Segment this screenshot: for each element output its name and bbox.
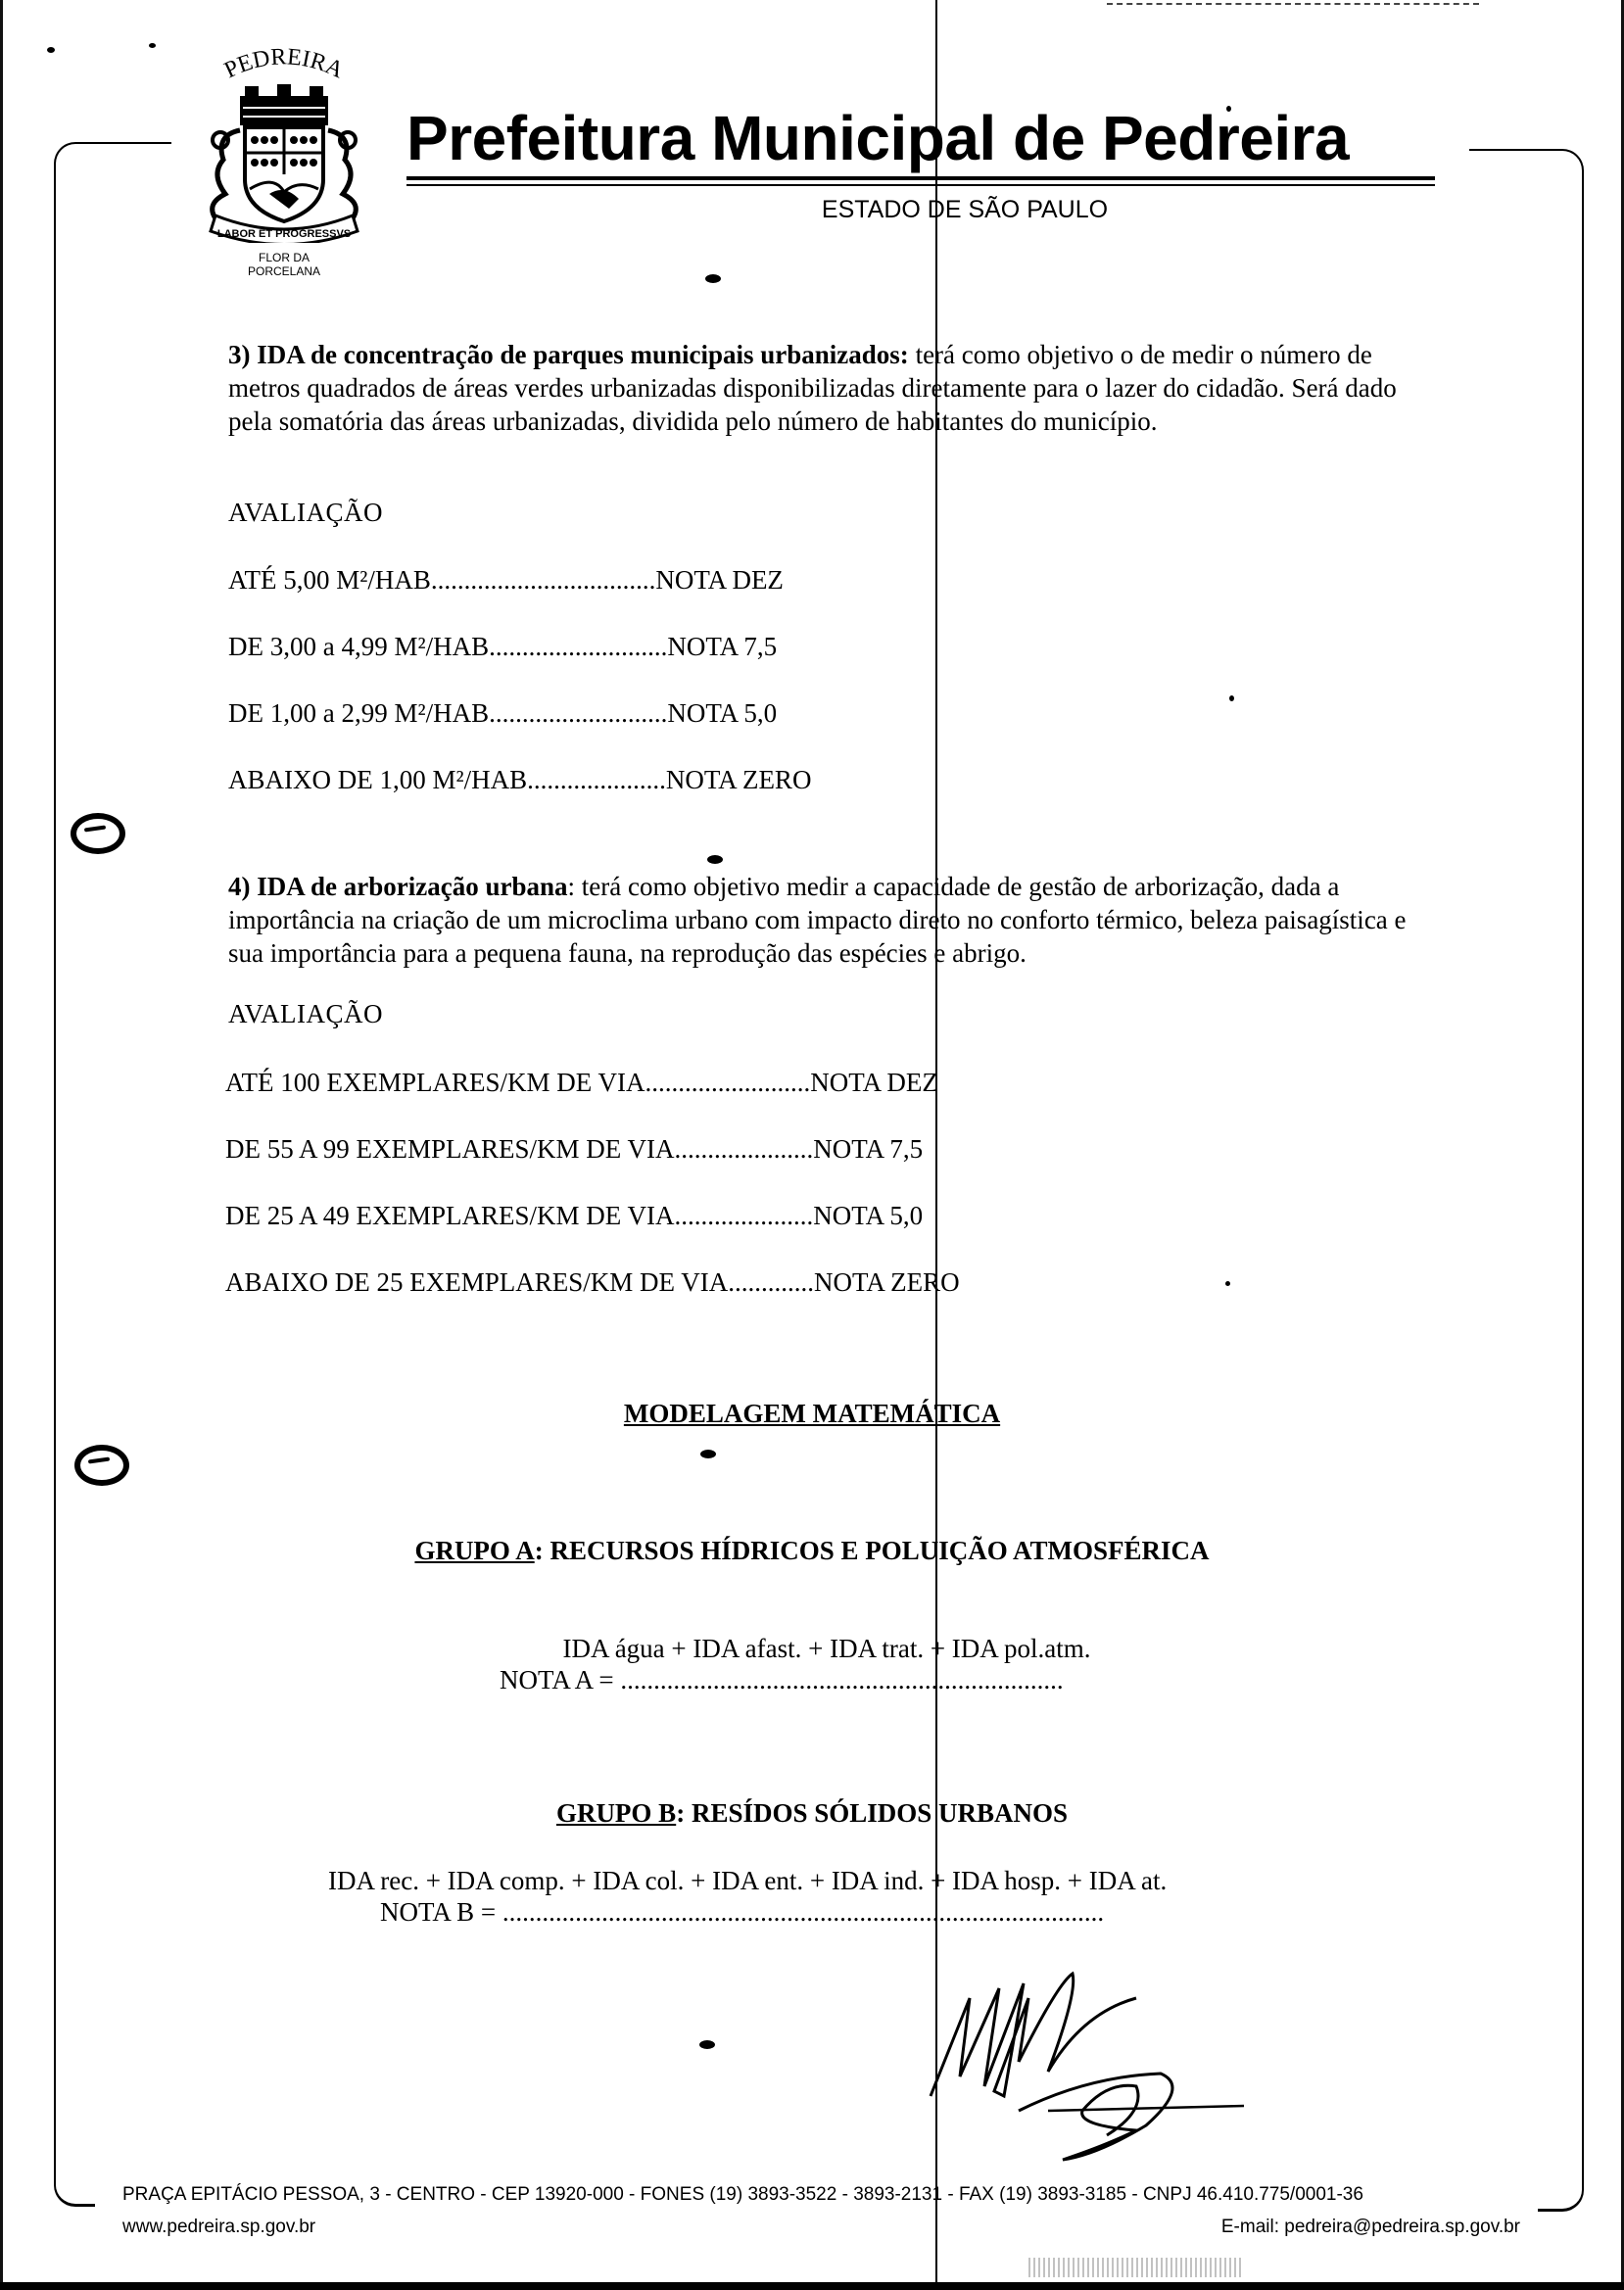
grupo-b-title: : RESÍDOS SÓLIDOS URBANOS (676, 1798, 1069, 1828)
scan-edge-bottom (0, 2282, 1624, 2290)
crest-caption-line1: FLOR DA (258, 251, 310, 264)
scan-speck (47, 47, 55, 53)
scan-noise (1028, 2258, 1244, 2277)
section-4-paragraph (228, 870, 1418, 970)
grade: NOTA 5,0 (667, 698, 778, 728)
scan-speck (1229, 695, 1234, 701)
leader-dots: ........................... (489, 632, 668, 661)
grupo-b-formula: IDA rec. + IDA comp. + IDA col. + IDA ent. + IDA ind. + IDA hosp. + IDA at. (328, 1866, 1168, 1895)
scan-blot (699, 2040, 715, 2049)
section-4-heading: 4) IDA de arborização urbana (228, 872, 568, 901)
leader-dots: .................................. (430, 565, 656, 595)
letterhead-frame-right (1469, 149, 1584, 2169)
grupo-b-label: GRUPO B (555, 1798, 677, 1828)
criterion: ATÉ 100 EXEMPLARES/KM DE VIA (225, 1068, 645, 1097)
crest-caption-line2: PORCELANA (247, 264, 321, 278)
title-rule (406, 184, 1435, 186)
criterion: ABAIXO DE 25 EXEMPLARES/KM DE VIA (225, 1267, 729, 1297)
scan-blot (707, 855, 723, 864)
footer-website-link[interactable]: www.pedreira.sp.gov.br (122, 2217, 316, 2237)
grupo-a-label: GRUPO A (414, 1536, 535, 1565)
section-3-heading: 3) IDA de concentração de parques municipais urbanizados: (228, 340, 909, 369)
signature-icon (911, 1964, 1244, 2170)
letterhead-frame-bottom-left (54, 2155, 95, 2207)
criterion: DE 25 A 49 EXEMPLARES/KM DE VIA (225, 1201, 675, 1230)
section-3-paragraph (228, 338, 1418, 438)
leader-dots: ..................... (527, 765, 666, 794)
grupo-a-result: NOTA A = ................................................................... (500, 1665, 1064, 1694)
section-3-text: terá como objetivo o de medir o número de metros quadrados de áreas verdes urbanizadas disponibilizadas diretamente para o lazer do cidadão. Será dado pela somatória das áreas urbanizadas, dividida pelo número de habitantes do município. (228, 340, 1397, 436)
leader-dots: ......................... (645, 1068, 811, 1097)
grupo-a-formula: IDA água + IDA afast. + IDA trat. + IDA pol.atm. (562, 1634, 1091, 1663)
evaluation-row (228, 765, 811, 795)
leader-dots: ............. (728, 1267, 815, 1297)
footer-address: PRAÇA EPITÁCIO PESSOA, 3 - CENTRO - CEP 13920-000 - FONES (19) 3893-3522 - 3893-2131 - FAX (19) 3893-3185 - CNPJ 46.410.775/0001-36 (122, 2184, 1363, 2205)
grupo-b-heading (0, 1798, 1624, 1829)
footer-email-link[interactable]: E-mail: pedreira@pedreira.sp.gov.br (1220, 2217, 1520, 2237)
section-4-evaluation-label: AVALIAÇÃO (228, 999, 384, 1028)
leader-dots: ........................... (489, 698, 668, 728)
evaluation-row (225, 1134, 923, 1165)
coat-of-arms-icon (186, 47, 382, 243)
grade: NOTA DEZ (655, 565, 784, 595)
grade: NOTA 5,0 (813, 1201, 924, 1230)
section-3-evaluation-label: AVALIAÇÃO (228, 498, 384, 527)
municipal-crest (186, 47, 382, 282)
scan-speck (1225, 1281, 1230, 1286)
criterion: DE 1,00 a 2,99 M²/HAB (228, 698, 490, 728)
letterhead-frame-bottom-right (1538, 2155, 1584, 2212)
scan-blot (705, 274, 721, 283)
title-rule (406, 176, 1435, 180)
leader-dots: ..................... (674, 1134, 814, 1164)
page-subtitle: ESTADO DE SÃO PAULO (821, 196, 1109, 223)
evaluation-row (225, 1201, 923, 1231)
svg-text:PEDREIRA: PEDREIRA (220, 47, 348, 84)
scan-edge-left (0, 0, 3, 2290)
grade: NOTA 7,5 (813, 1134, 924, 1164)
svg-text:LABOR ET PROGRESSVS: LABOR ET PROGRESSVS (216, 228, 352, 240)
modelagem-title: MODELAGEM MATEMÁTICA (623, 1399, 1001, 1428)
scan-speck (149, 43, 156, 48)
criterion: ABAIXO DE 1,00 M²/HAB (228, 765, 528, 794)
grade: NOTA DEZ (810, 1068, 938, 1097)
criterion: DE 3,00 a 4,99 M²/HAB (228, 632, 490, 661)
leader-dots: ..................... (674, 1201, 814, 1230)
scan-blot (700, 1450, 716, 1458)
criterion: DE 55 A 99 EXEMPLARES/KM DE VIA (225, 1134, 675, 1164)
grade: NOTA ZERO (814, 1267, 960, 1297)
scan-top-dashes (1107, 3, 1479, 7)
grupo-a-title: : RECURSOS HÍDRICOS E POLUIÇÃO ATMOSFÉRICA (534, 1536, 1210, 1565)
page-title: Prefeitura Municipal de Pedreira (406, 103, 1350, 173)
evaluation-row (225, 1267, 960, 1298)
grupo-b-result: NOTA B = ........................................................................................... (380, 1897, 1105, 1927)
evaluation-row (225, 1068, 938, 1098)
evaluation-row (228, 565, 784, 596)
evaluation-row (228, 632, 777, 662)
criterion: ATÉ 5,00 M²/HAB (228, 565, 431, 595)
grupo-a-heading (0, 1536, 1624, 1566)
section-4-text: : terá como objetivo medir a capacidade de gestão de arborização, dada a importância na criação de um microclima urbano com impacto direto no conforto térmico, beleza paisagística e sua importância para a pequena fauna, na reprodução das espécies e abrigo. (228, 872, 1407, 968)
grade: NOTA ZERO (665, 765, 812, 794)
grade: NOTA 7,5 (667, 632, 778, 661)
modelagem-heading (0, 1399, 1624, 1429)
evaluation-row (228, 698, 777, 729)
letterhead-frame-left (54, 142, 171, 2181)
